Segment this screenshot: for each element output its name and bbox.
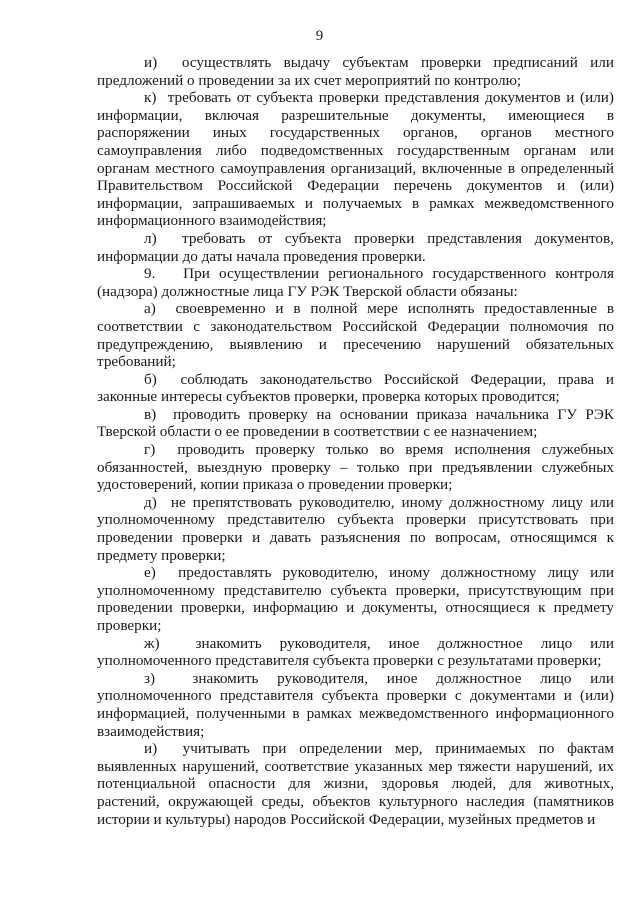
paragraph-e-provide-information: е) предоставлять руководителю, иному должностному лицу или уполномоченному представителю субъекта проверки, присутствующим при проведении проверки, информацию и документы, относящиеся к предмету проверки; [97,564,614,634]
paragraph-z-acquaint-documents: з) знакомить руководителя, иное должностное лицо или уполномоченного представителя субъекта проверки с документами и (или) информацией, полученными в рамках межведомственного информационного взаимодействия; [97,669,614,740]
paragraph-l-request-before-start: л) требовать от субъекта проверки представления документов, информации до даты начала проведения проверки. [97,229,614,265]
paragraph-k-request-documents: к) требовать от субъекта проверки представления документов и (или) информации, включая разрешительные документы, имеющиеся в распоряжении иных государственных органов, органов местного самоуправления либо подведомственных государственным органам или органам местного самоуправления организаций, включенные в определенный Правительством Российской Федерации перечень документов и (или) информации, запрашиваемых и получаемых в рамках межведомственного информационного взаимодействия; [97,89,614,230]
document-body [97,54,614,828]
paragraph-a-exercise-powers: а) своевременно и в полной мере исполнять предоставленные в соответствии с законодательством Российской Федерации полномочия по предупреждению, выявлению и пресечению нарушений обязательных требований; [97,300,614,371]
paragraph-i-proportional-measures: и) учитывать при определении мер, принимаемых по фактам выявленных нарушений, соответствие указанных мер тяжести нарушений, их потенциальной опасности для жизни, здоровья людей, для животных, растений, окружающей среды, объектов культурного наследия (памятников истории и культуры) народов Российской Федерации, музейных предметов и [97,740,614,828]
paragraph-zh-acquaint-results: ж) знакомить руководителя, иное должностное лицо или уполномоченного представителя субъекта проверки с результатами проверки; [97,634,614,670]
paragraph-g-inspect-on-duty: г) проводить проверку только во время исполнения служебных обязанностей, выездную проверку – только при предъявлении служебных удостоверений, копии приказа о проведении проверки; [97,441,614,494]
paragraph-d-allow-presence: д) не препятствовать руководителю, иному должностному лицу или уполномоченному представителю субъекта проверки присутствовать при проведении проверки и давать разъяснения по вопросам, относящимся к предмету проверки; [97,493,614,564]
paragraph-v-inspect-by-order: в) проводить проверку на основании приказа начальника ГУ РЭК Тверской области о ее проведении в соответствии с ее назначением; [97,405,614,441]
paragraph-9-obligations: 9. При осуществлении регионального государственного контроля (надзора) должностные лица ГУ РЭК Тверской области обязаны: [97,265,614,300]
paragraph-b-observe-law: б) соблюдать законодательство Российской Федерации, права и законные интересы субъектов проверки, проверка которых проводится; [97,370,614,406]
page-number: 9 [315,28,324,44]
paragraph-i-issue-orders: и) осуществлять выдачу субъектам проверки предписаний или предложений о проведении за их счет мероприятий по контролю; [97,54,614,89]
